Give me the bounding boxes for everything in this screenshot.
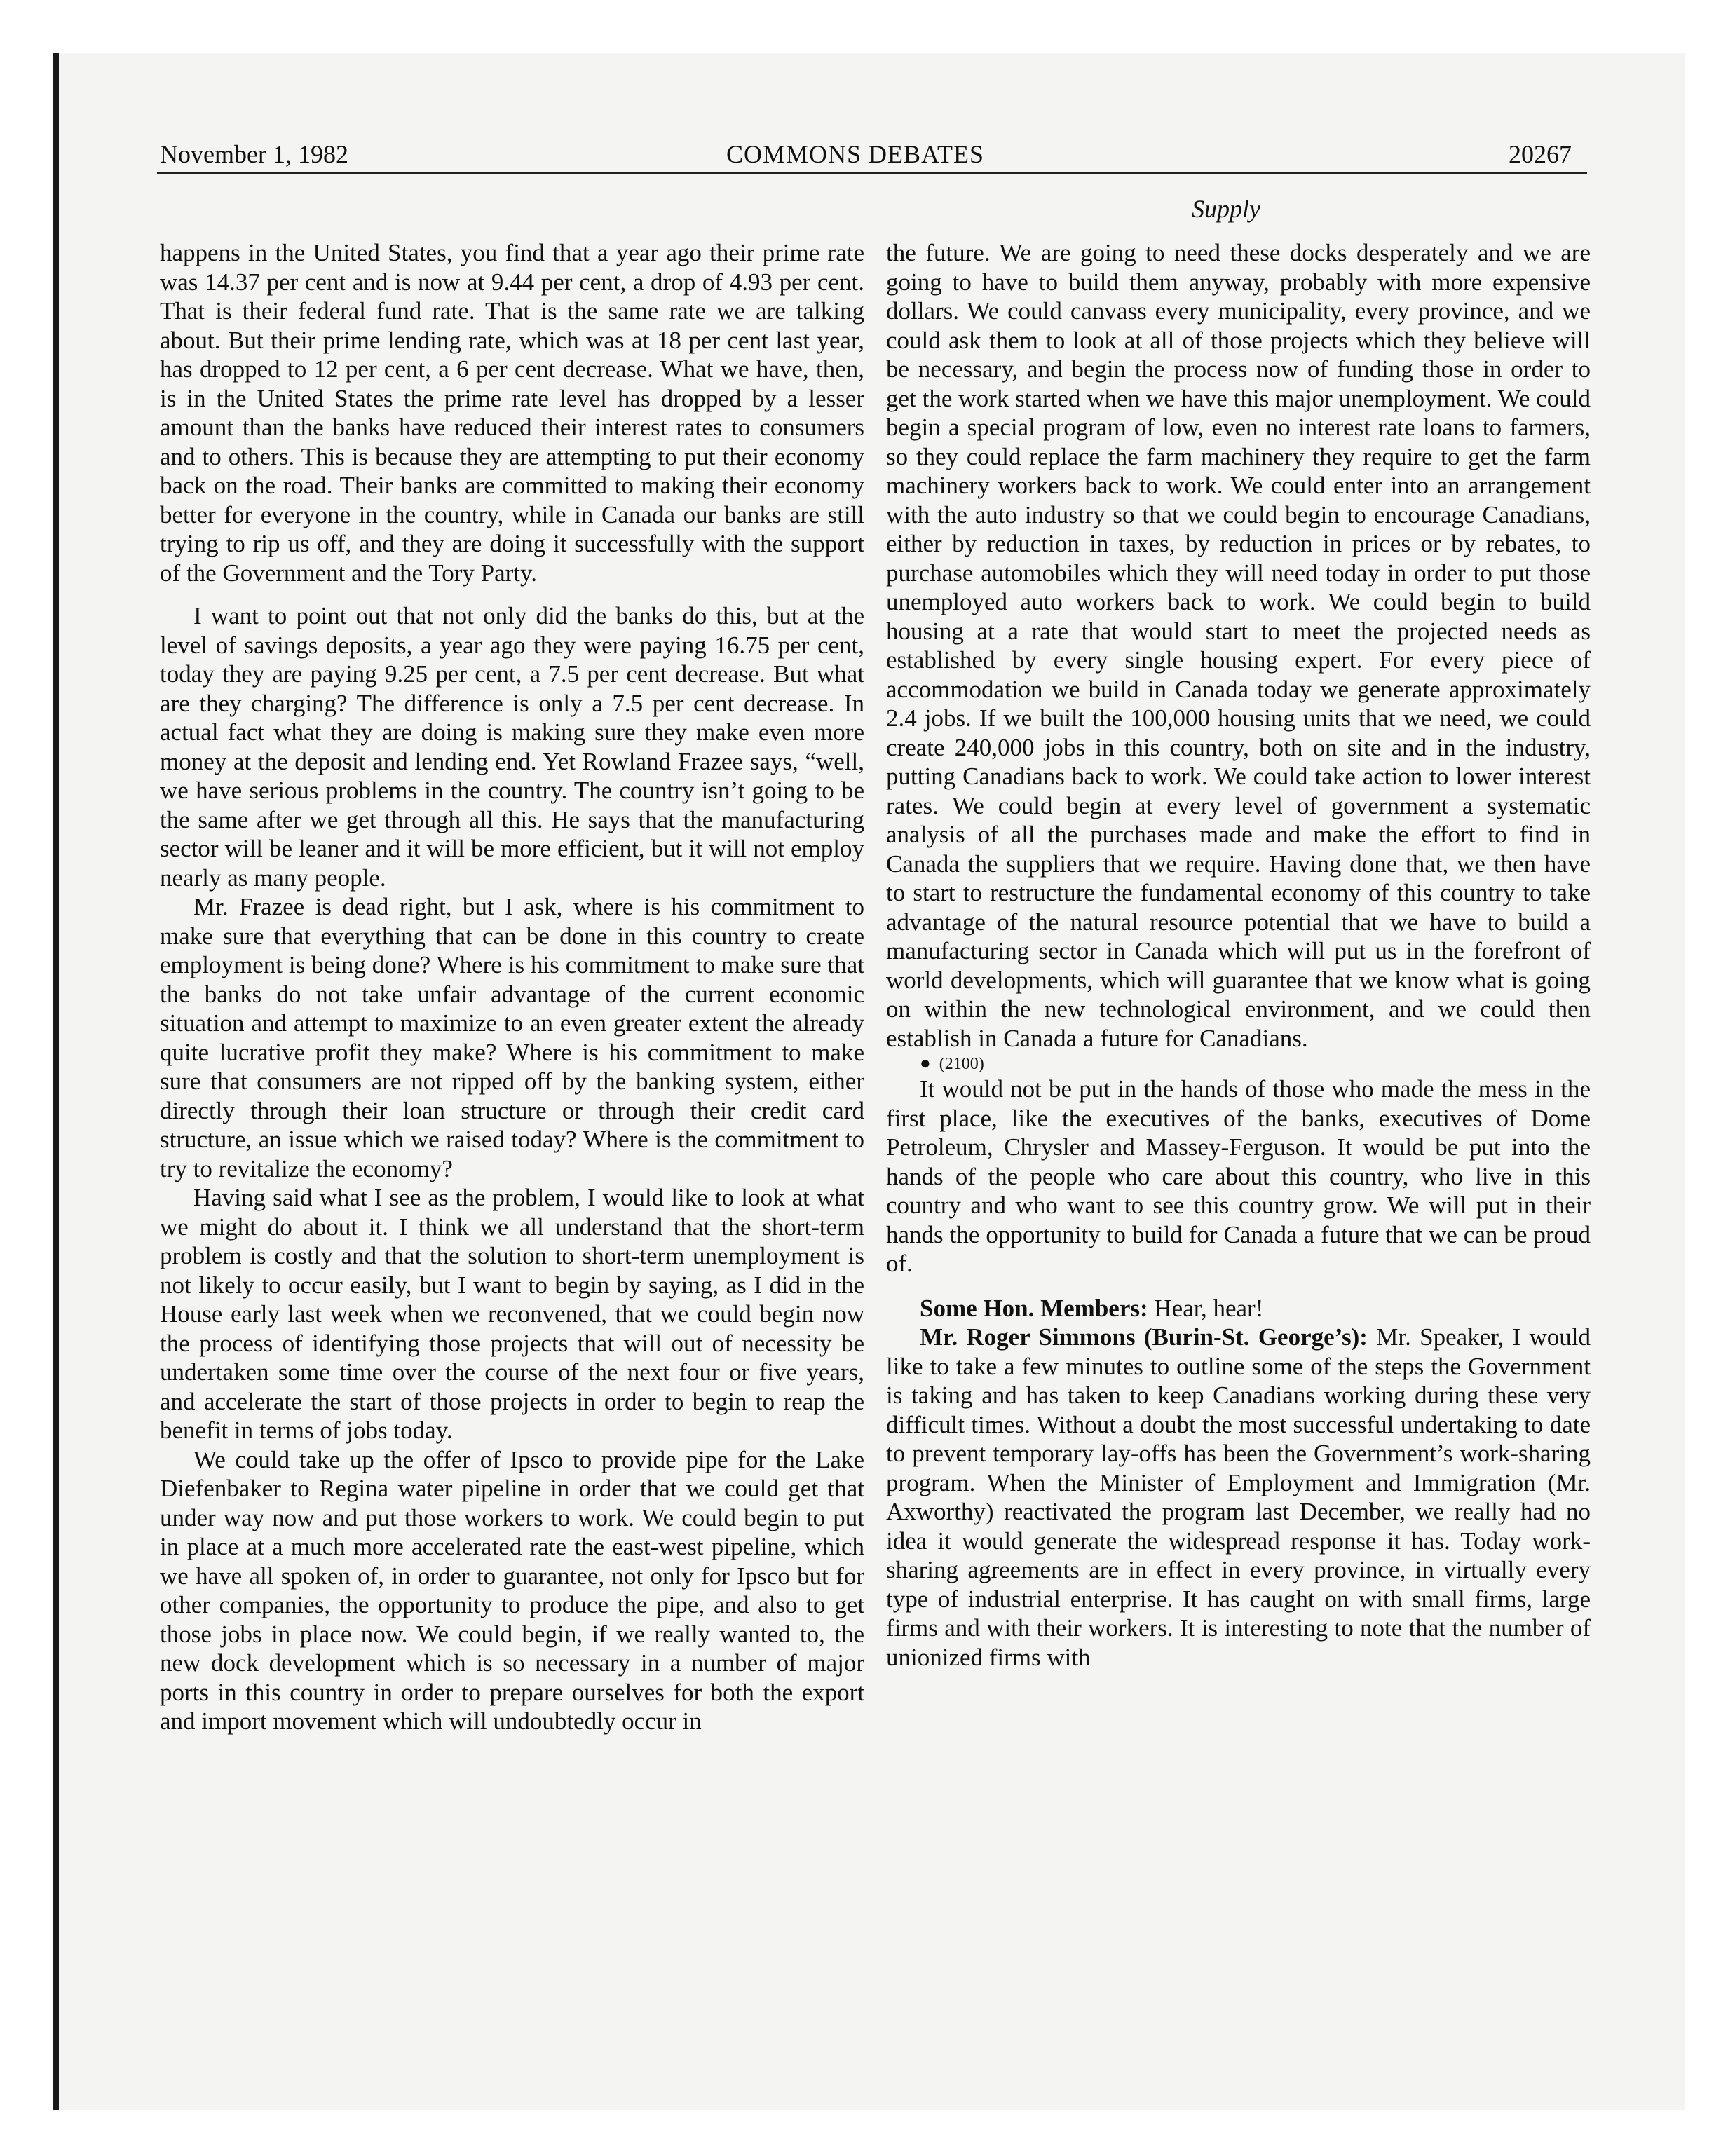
right-column	[886, 238, 1591, 1672]
speaker-text: Mr. Speaker, I would like to take a few minutes to outline some of the steps the Government is taking and has taken to keep Canadians working during these very difficult times. Without a doubt the most successful undertaking to date to prevent temporary lay-offs has been the Government’s work-sharing program. When the Minister of Employment and Immigration (Mr. Axworthy) reactivated the program last December, we really had no idea it would generate the widespread response it has. Today work-sharing agreements are in effect in every province, in virtually every type of industrial enterprise. It has caught on with small firms, large firms and with their workers. It is interesting to note that the number of unionized firms with	[886, 1323, 1591, 1671]
left-paragraph-4: Having said what I see as the problem, I would like to look at what we might do about it. I think we all understand that the short-term problem is costly and that the solution to short-term unemployment is not likely to occur easily, but I want to begin by saying, as I did in the House early last week when we reconvened, that we could begin now the process of identifying those projects that will out of necessity be undertaken some time over the course of the next four or five years, and accelerate the start of those projects in order to begin to reap the benefit in terms of jobs today.	[160, 1184, 864, 1444]
left-paragraph-1: happens in the United States, you find that a year ago their prime rate was 14.37 per cent and is now at 9.44 per cent, a drop of 4.93 per cent. That is their federal fund rate. That is the same rate we are talking about. But their prime lending rate, which was at 18 per cent last year, has dropped to 12 per cent, a 6 per cent decrease. What we have, then, is in the United States the prime rate level has dropped by a lesser amount than the banks have reduced their interest rates to consumers and to others. This is because they are attempting to put their economy back on the road. Their banks are committed to making their economy better for everyone in the country, while in Canada our banks are still trying to rip us off, and they are doing it successfully with the support of the Government and the Tory Party.	[160, 239, 864, 587]
left-paragraph-2: I want to point out that not only did the banks do this, but at the level of savings deposits, a year ago they were paying 16.75 per cent, today they are paying 9.25 per cent, a 7.5 per cent decrease. But what are they charging? The difference is only a 7.5 per cent decrease. In actual fact what they are doing is making sure they make even more money at the deposit and lending end. Yet Rowland Frazee says, “well, we have serious problems in the country. The country isn’t going to be the same after we get through all this. He says that the manufacturing sector will be leaner and it will be more efficient, but it will not employ nearly as many people.	[160, 602, 864, 892]
header-rule	[157, 172, 1587, 174]
time-marker	[886, 1053, 1591, 1074]
right-paragraph-1: the future. We are going to need these docks desperately and we are going to have to build them anyway, probably with more expensive dollars. We could canvass every municipality, every province, and we could ask them to look at all of those projects which they believe will be necessary, and begin the process now of funding those in order to get the work started when we have this major unemployment. We could begin a special program of low, even no interest rate loans to farmers, so they could replace the farm machinery they require to get the farm machinery workers back to work. We could enter into an arrangement with the auto industry so that we could begin to encourage Canadians, either by reduction in taxes, by reduction in prices or by rebates, to purchase automobiles which they will need today in order to put those unemployed auto workers back to work. We could begin to build housing at a rate that would start to meet the projected needs as established by every single housing expert. For every piece of accommodation we build in Canada today we generate approximately 2.4 jobs. If we built the 100,000 housing units that we need, we could create 240,000 jobs in this country, both on site and in the industry, putting Canadians back to work. We could take action to lower interest rates. We could begin at every level of government a systematic analysis of all the purchases made and make the effort to find in Canada the suppliers that we require. Having done that, we then have to start to restructure the fundamental economy of this country to take advantage of the natural resource potential that we have to build a manufacturing sector in Canada which will put us in the forefront of world developments, which will guarantee that we know what is going on within the new technological environment, and we could then establish in Canada a future for Canadians.	[886, 239, 1591, 1052]
interjection	[886, 1294, 1591, 1323]
left-column	[160, 238, 864, 1736]
header-date: November 1, 1982	[160, 140, 348, 168]
left-paragraph-5: We could take up the offer of Ipsco to provide pipe for the Lake Diefenbaker to Regina water pipeline in order that we could get that under way now and put those workers to work. We could begin to put in place at a much more accelerated rate the east-west pipeline, which we have all spoken of, in order to guarantee, not only for Ipsco but for other companies, the opportunity to produce the pipe, and also to get those jobs in place now. We could begin, if we really wanted to, the new dock development which is so necessary in a number of major ports in this country in order to prepare ourselves for both the export and import movement which will undoubtedly occur in	[160, 1445, 864, 1735]
speaker-paragraph	[886, 1323, 1591, 1672]
time-marker-text: (2100)	[939, 1055, 984, 1073]
section-label: Supply	[1192, 195, 1260, 223]
scan-edge	[53, 53, 59, 2110]
bullet-icon: ●	[920, 1053, 931, 1073]
left-paragraph-3: Mr. Frazee is dead right, but I ask, where is his commitment to make sure that everything that can be done in this country to create employment is being done? Where is his commitment to make sure that the banks do not take unfair advantage of the current economic situation and attempt to maximize to an even greater extent the already quite lucrative profit they make? Where is his commitment to make sure that consumers are not ripped off by the banking system, either directly through their loan structure or through their credit card structure, an issue which we raised today? Where is the commitment to try to revitalize the economy?	[160, 893, 864, 1182]
interjection-speaker: Some Hon. Members:	[920, 1294, 1148, 1322]
speaker-name: Mr. Roger Simmons (Burin-St. George’s):	[920, 1323, 1368, 1351]
header-publication: COMMONS DEBATES	[726, 140, 985, 168]
interjection-text: Hear, hear!	[1154, 1294, 1264, 1322]
right-paragraph-2: It would not be put in the hands of those who made the mess in the first place, like the executives of the banks, executives of Dome Petroleum, Chrysler and Massey-Ferguson. It would be put into the hands of the people who care about this country, who live in this country and who want to see this country grow. We will put in their hands the opportunity to build for Canada a future that we can be proud of.	[886, 1075, 1591, 1277]
header-page-number: 20267	[1509, 140, 1572, 168]
